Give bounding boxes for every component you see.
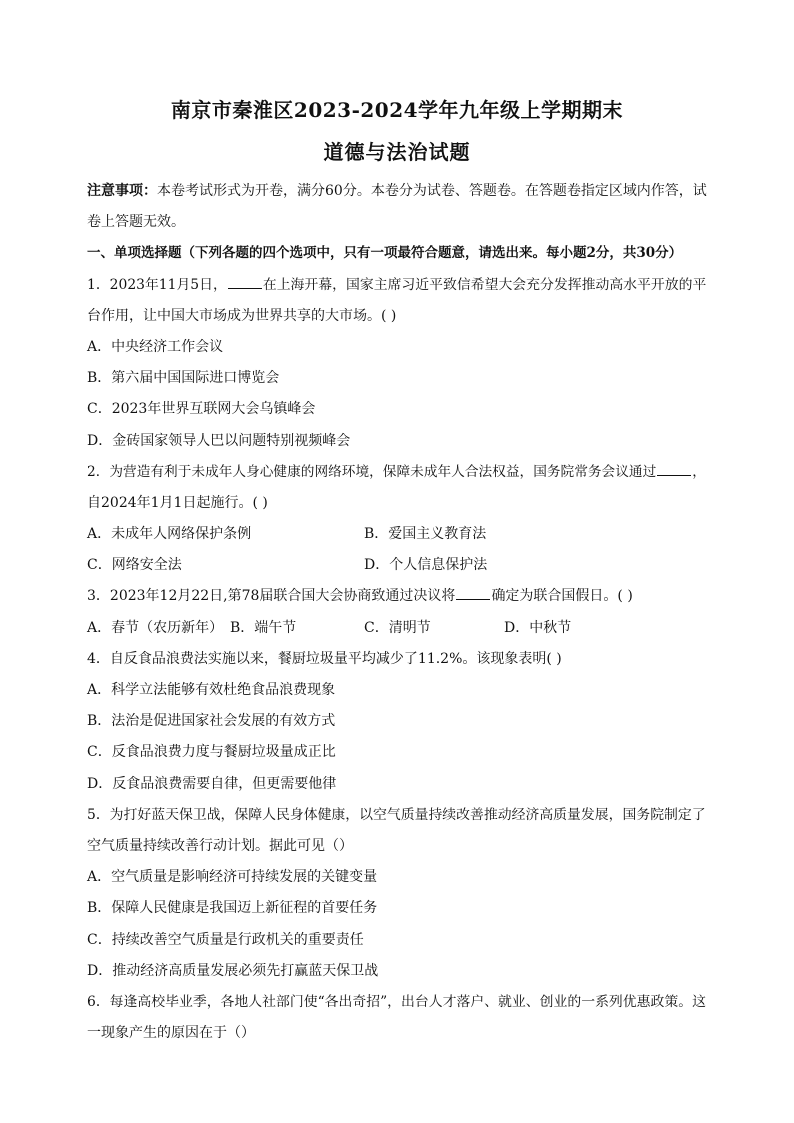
exam-title: 南京市秦淮区2023-2024学年九年级上学期期末	[170, 98, 624, 122]
question-5-stem-line-1: 5．为打好蓝天保卫战，保障人民身体健康，以空气质量持续改善推动经济高质量发展，国务院制定了	[87, 806, 706, 823]
q1-option-b: B．第六届中国国际进口博览会	[87, 370, 280, 387]
q3-option-d: D．中秋节	[504, 619, 572, 636]
notice-text-1: 本卷考试形式为开卷，满分60分。本卷分为试卷、答题卷。在答题卷指定区域内作答，试	[157, 183, 707, 199]
question-2-stem-line-1	[87, 457, 709, 488]
notice-line-1	[87, 176, 709, 207]
q2-option-b: B．爱国主义教育法	[364, 526, 487, 543]
q2-option-c: C．网络安全法	[87, 557, 182, 574]
q1-option-c: C．2023年世界互联网大会乌镇峰会	[87, 401, 316, 418]
q1-stem-post: 在上海开幕，国家主席习近平致信希望大会充分发挥推动高水平开放的平	[262, 276, 707, 293]
q2-options-row-1	[87, 519, 709, 550]
notice-line-2: 卷上答题无效。	[87, 214, 185, 231]
q4-option-b: B．法治是促进国家社会发展的有效方式	[87, 713, 336, 730]
q1-answer-blank	[228, 274, 262, 289]
q5-option-b: B．保障人民健康是我国迈上新征程的首要任务	[87, 900, 378, 917]
q2-stem-post: ，	[692, 463, 706, 480]
q2-option-a: A．未成年人网络保护条例	[87, 526, 252, 543]
question-2-stem-line-2: 自2024年1月1日起施行。( )	[87, 494, 268, 511]
q1-option-a: A．中央经济工作会议	[87, 338, 224, 355]
question-6-stem-line-1: 6．每逢高校毕业季，各地人社部门使“各出奇招”，出台人才落户、就业、创业的一系列优惠政策。这	[87, 993, 706, 1010]
q2-option-d: D．个人信息保护法	[364, 557, 488, 574]
q3-answer-blank	[456, 585, 490, 600]
q3-stem-post: 确定为联合国假日。( )	[491, 588, 633, 605]
q3-options-row	[87, 613, 709, 644]
question-3-stem	[87, 581, 709, 612]
q2-answer-blank	[657, 461, 691, 476]
q5-option-d: D．推动经济高质量发展必须先打赢蓝天保卫战	[87, 962, 379, 979]
notice-label: 注意事项：	[87, 183, 157, 199]
q5-option-c: C．持续改善空气质量是行政机关的重要责任	[87, 931, 364, 948]
q3-option-a: A．春节（农历新年）	[87, 619, 224, 636]
q4-option-c: C．反食品浪费力度与餐厨垃圾量成正比	[87, 744, 336, 761]
question-1-stem-line-1	[87, 270, 709, 301]
q1-option-d: D．金砖国家领导人巴以问题特别视频峰会	[87, 432, 351, 449]
exam-content	[87, 176, 709, 1049]
exam-subtitle: 道德与法治试题	[323, 140, 471, 164]
q1-stem-pre: 1．2023年11月5日，	[87, 276, 227, 293]
q2-stem-pre: 2．为营造有利于未成年人身心健康的网络环境，保障未成年人合法权益，国务院常务会议通过	[87, 463, 657, 480]
q5-option-a: A．空气质量是影响经济可持续发展的关键变量	[87, 869, 378, 886]
q4-option-a: A．科学立法能够有效杜绝食品浪费现象	[87, 682, 336, 698]
q3-option-c: C．清明节	[364, 619, 431, 636]
question-6-stem-line-2: 一现象产生的原因在于（）	[87, 1025, 255, 1042]
section-heading: 一、单项选择题（下列各题的四个选项中，只有一项最符合题意，请选出来。每小题2分，共30分）	[87, 245, 683, 262]
question-4-stem: 4．自反食品浪费法实施以来，餐厨垃圾量平均减少了11.2%。该现象表明( )	[87, 650, 562, 667]
q4-option-d: D．反食品浪费需要自律，但更需要他律	[87, 775, 337, 792]
q2-options-row-2	[87, 550, 709, 581]
q3-stem-pre: 3．2023年12月22日,第78届联合国大会协商致通过决议将	[87, 588, 456, 605]
q3-option-b: B．端午节	[230, 619, 297, 636]
question-1-stem-line-2: 台作用，让中国大市场成为世界共享的大市场。( )	[87, 307, 397, 324]
question-5-stem-line-2: 空气质量持续改善行动计划。据此可见（）	[87, 837, 353, 854]
